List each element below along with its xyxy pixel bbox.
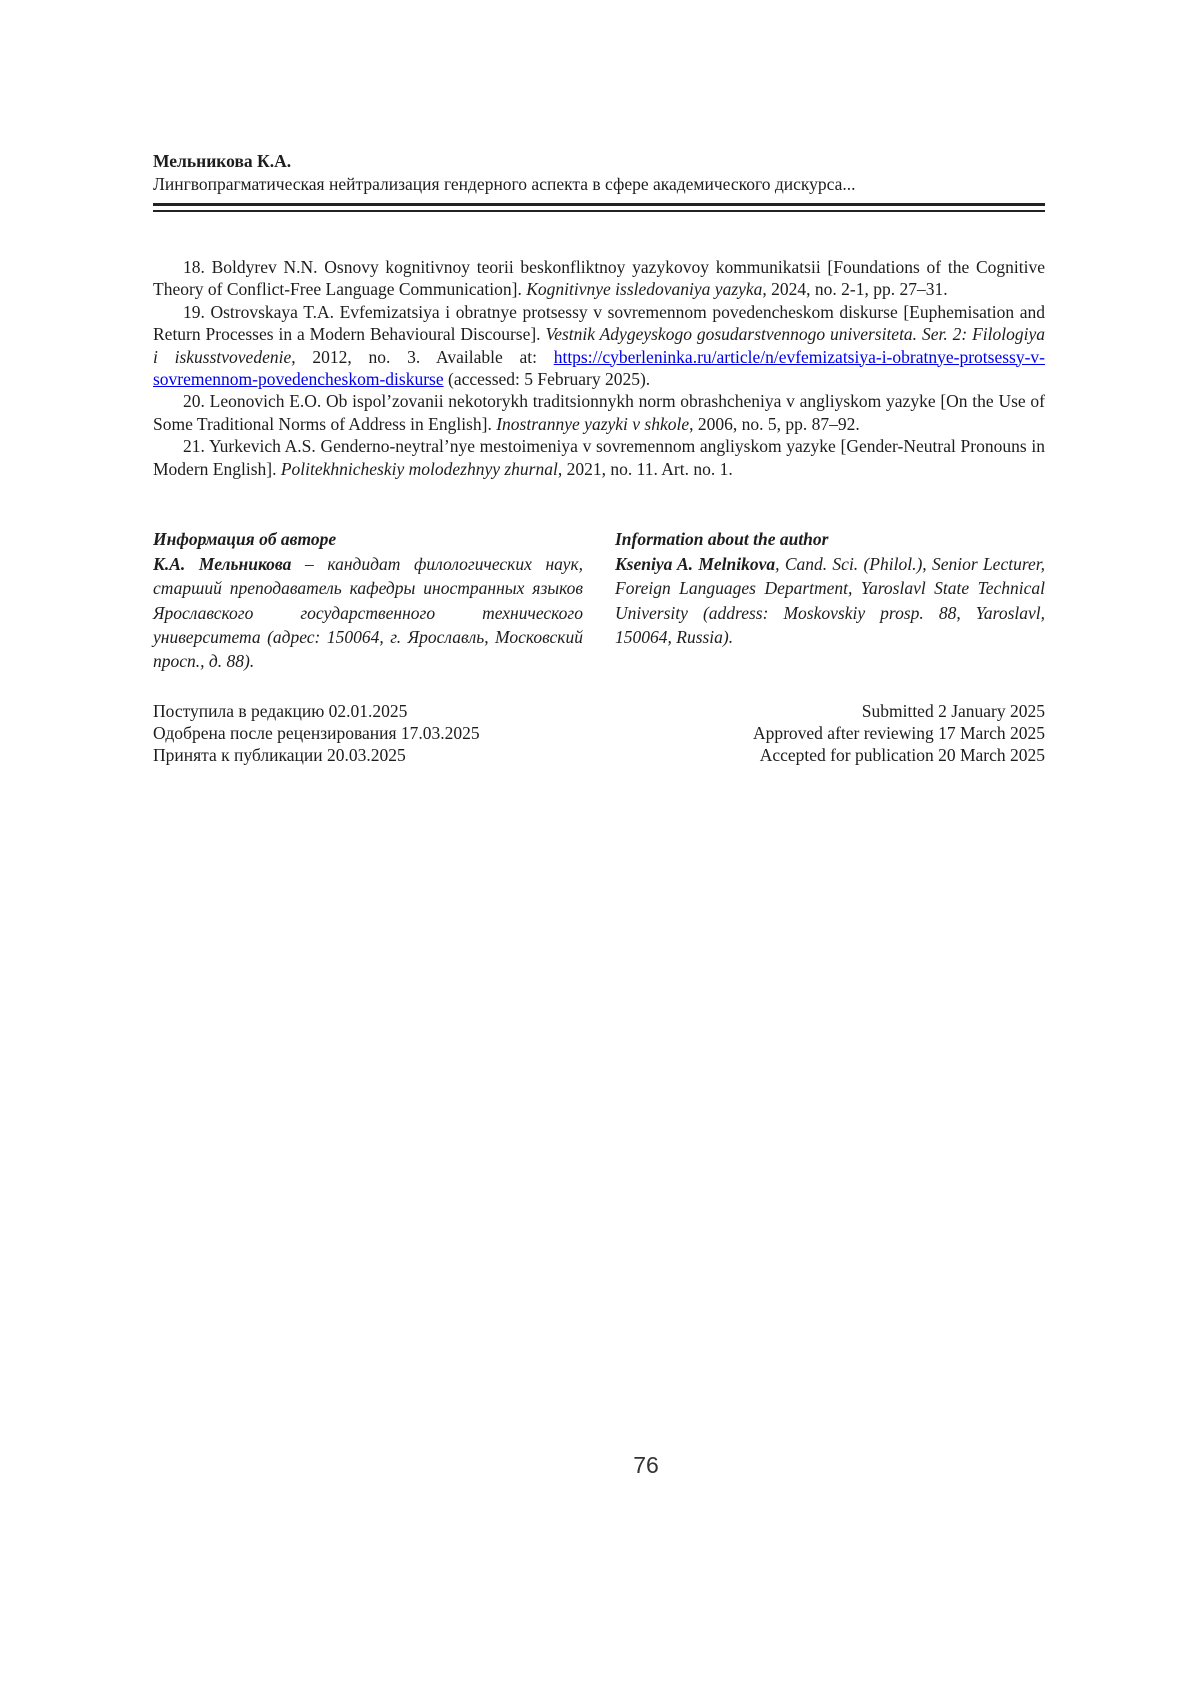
- source-title: Inostrannye yazyki v shkole: [496, 413, 690, 434]
- source-title: Politekhnicheskiy molodezhnyy zhurnal: [280, 458, 558, 479]
- reference-item-19: [153, 301, 1045, 391]
- date-approved-ru: Одобрена после рецензирования 17.03.2025: [153, 722, 480, 743]
- text-segment: , 2024, no. 2-1, pp. 27–31.: [762, 279, 948, 300]
- date-accepted-ru: Принята к публикации 20.03.2025: [153, 745, 406, 766]
- date-submitted-en: Submitted 2 January 2025: [861, 700, 1045, 721]
- text-segment: – кандидат филологических наук, старший преподаватель кафедры иностранных языков Ярославского государственного технического университета (адрес: 150064, г. Ярославль, Московский просп., д. 88).: [153, 554, 584, 672]
- reference-item-20: [153, 390, 1045, 435]
- author-info-ru: [153, 526, 583, 673]
- reference-item-21: [153, 435, 1045, 480]
- text-segment: 20. Leonovich E.O. Ob ispol’zovanii nekotorykh traditsionnykh norm obrashcheniya v angliyskom yazyke [On the Use of Some Traditional Norms of Address in English].: [153, 391, 1045, 434]
- date-approved-en: Approved after reviewing 17 March 2025: [752, 722, 1045, 743]
- header-divider: [153, 203, 1045, 212]
- text-segment: , 2006, no. 5, pp. 87–92.: [689, 413, 860, 434]
- text-segment: , Cand. Sci. (Philol.), Senior Lecturer, Foreign Languages Department, Yaroslavl State Technical University (address: Moskovskiy prosp. 88, Yaroslavl, 150064, Russia).: [615, 554, 1045, 647]
- author-info-section: [153, 526, 1045, 673]
- dates-section: [153, 700, 1045, 767]
- text-segment: , 2021, no. 11. Art. no. 1.: [557, 458, 733, 479]
- author-info-body-en: [615, 552, 1045, 649]
- author-info-heading-en: Information about the author: [615, 529, 829, 550]
- running-head: [153, 150, 1045, 212]
- author-info-en: [615, 526, 1045, 673]
- source-title: Vestnik Adygeyskogo gosudarstvennogo universiteta. Ser. 2: Filologiya i iskusstvovedenie: [153, 324, 1045, 367]
- text-segment: 19. Ostrovskaya T.A. Evfemizatsiya i obratnye protsessy v sovremennom povedencheskom diskurse [Euphemisation and Return Processes in a Modern Behavioural Discourse].: [153, 301, 1045, 345]
- text-segment: Kseniya A. Melnikova: [615, 554, 776, 575]
- references-list: [153, 256, 1045, 480]
- dates-en: [615, 700, 1045, 767]
- page-content: [153, 150, 1045, 766]
- date-submitted-ru: Поступила в редакцию 02.01.2025: [153, 700, 408, 721]
- dates-ru: [153, 700, 583, 767]
- text-segment: К.А. Мельникова: [153, 554, 292, 575]
- text-segment: 21. Yurkevich A.S. Genderno-neytral’nye mestoimeniya v sovremennom angliyskom yazyke [Gender-Neutral Pronouns in Modern English].: [153, 436, 1045, 479]
- running-head-author: Мельникова К.А.: [153, 151, 292, 171]
- text-segment: 18. Boldyrev N.N. Osnovy kognitivnoy teorii beskonfliktnoy yazykovoy kommunikatsii [Foundations of the Cognitive Theory of Conflict-Free Language Communication].: [153, 257, 1045, 300]
- text-segment: , 2012, no. 3. Available at:: [291, 346, 554, 367]
- running-head-title: Лингвопрагматическая нейтрализация гендерного аспекта в сфере академического дискурса...: [153, 174, 856, 194]
- reference-url-link[interactable]: https://cyberleninka.ru/article/n/evfemizatsiya-i-obratnye-protsessy-v-sovremennom-povedencheskom-diskurse: [153, 346, 1045, 390]
- date-accepted-en: Accepted for publication 20 March 2025: [759, 745, 1045, 766]
- page-number: 76: [633, 1452, 659, 1478]
- text-segment: (accessed: 5 February 2025).: [443, 369, 651, 390]
- author-info-heading-ru: Информация об авторе: [153, 529, 337, 550]
- reference-item-18: [153, 256, 1045, 301]
- author-info-body-ru: [153, 552, 583, 673]
- source-title: Kognitivnye issledovaniya yazyka: [526, 279, 763, 300]
